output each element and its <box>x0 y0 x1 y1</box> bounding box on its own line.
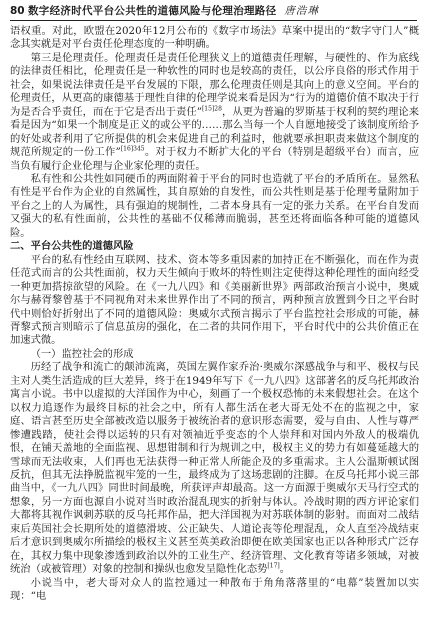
running-title: 数字经济时代平台公共性的道德风险与伦理治理路径 <box>28 5 277 17</box>
citation: [16]345 <box>120 145 145 153</box>
citation: [15]28 <box>201 105 222 113</box>
article-body <box>10 25 419 625</box>
paragraph: 平台的私有性经由互联网、技术、资本等多重因素的加持正在不断强化，而在作为责任范式而言的公共性面前，权力天生倾向于败坏的特性则注定使得这种伦理性的面向经受一种更加搭掠欲望的风险。在《一九八四》和《美丽新世界》两部政治预言小说中，奥威尔与赫胥黎曾基于不同视角对未来世界作出了不同的预言，两种预言放置到今日之平台时代中则恰好折射出了不同的道德风险：奥威尔式预言揭示了平台监控社会形成的可能，赫胥黎式预言则暗示了信息茧房的强化，在二者的共同作用下，平台时代中的公共价值正在加速式微。 <box>10 253 419 347</box>
paragraph: 私有性和公共性如同硬币的两面附着于平台的同时也造就了平台的矛盾所在。显然私有性是平台作为企业的自然属性，其自原始的自发性，而公共性则是基于伦理考量附加于平台之上的人为属性，具有强迫的规制性，二者本身具有一定的张力关系。在平台自发而又强大的私有性面前，公共性的基础不仅稀薄而脆弱，甚至还将面临各种可能的道德风险。 <box>10 172 419 239</box>
paragraph: 语权重。对此，欧盟在2020年12月公布的《数字市场法》草案中提出的“数字守门人”概念其实就是对平台责任伦理态度的一种明确。 <box>10 25 419 51</box>
subsection-heading: （一）监控社会的形成 <box>30 347 134 360</box>
author-name: 唐浩琳 <box>284 5 319 17</box>
header-rule <box>10 20 417 21</box>
paragraph: 历经了战争和流亡的颠沛流离，英国左翼作家乔治·奥威尔深感战争与和平、极权与民主对人类生活造成的巨大差异，终于在1949年写下《一九八四》这部著名的反乌托邦政治寓言小说。书中以虚拟的大洋国作为中心，刻画了一个极权恐怖的未来假想社会。在这个以权力追逐作为最终目标的社会之中，所有人都生活在老大哥无处不在的监视之中，家庭、语言甚至历史全部被改造以服务于被统治者的意识形态需要，爱与自由、人性与尊严惨遭践踏，使社会得以运转的只有对领袖近乎变态的个人崇拜和对国内外敌人的极端仇恨，在铺天盖地的全面监视、思想钳制和行为规训之中，极权主义的势力有如蔓延越大的雪球而无法收束，人们再也无法获得一种正常人所能企及的多重需求。主人公温斯顿试图反抗，但其无法挣脱监视牢笼的一生，最终成为了这场悲剧的注脚。在反乌托邦小说三部曲当中，《一九八四》同世时间最晚，所获评声却最高。这一方面源于奥威尔天马行空式的想象，另一方面也源自小说对当时政治混乱现实的折射与体认。冷战时期的西方评论家们大都将其视作讽刺苏联的反乌托邦作品，把大洋国视为对苏联体制的影射。而面对二战结束后英国社会长期所处的道德滑坡、公正缺失、人道论丧等伦理混乱，众人直至冷战结束后才意识到奥威尔所描绘的极权主义甚至英美政治即便在欧美国家也正以各种形式广泛存在，其权力集中现象渗透到政治以外的工业生产、经济管理、文化教育等诸多领域，对被统治（或被管理）对象的控制和操纵也愈发呈隐性化态势[17]。 <box>10 361 419 576</box>
page-number: 80 <box>10 4 25 17</box>
paragraph: 第三是伦理责任。伦理责任是责任伦理狭义上的道德责任理解，与硬性的、作为底线的法律责任相比，伦理责任是一种软性的同时也是较高的责任，以公序良俗的形式作用于社会，如果说法律责任是平台发展的下限，那么伦理责任则是其向上的意义空间。平台的伦理责任，从更高的康德基于理性自律的伦理学说来看是因为“行为的道德价值不取决于行为是否合乎责任，而在于它是否出于责任”$^{[15]28}$，从更为普遍的罗斯基于权利的契约理论来看是因为“如果一个制度是正义的或公平的……那么当每一个人自愿地接受了该制度所给予的好处或者利用了它所提供的机会来促进自己的利益时，他就要承担职责来做这个制度的规范所规定的一份工作”$^{[16]345}$。对于权力不断扩大化的平台（特别是超级平台）而言，应当负有履行企业伦理与企业家伦理的责任。 <box>10 51 420 172</box>
paragraph: 小说当中，老大哥对众人的监控通过一种散布于角角落落里的“电幕”装置加以实现：“电 <box>10 576 419 603</box>
running-header <box>10 3 417 18</box>
citation: [17] <box>267 562 280 570</box>
section-heading: 二、平台公共性的道德风险 <box>10 240 134 253</box>
